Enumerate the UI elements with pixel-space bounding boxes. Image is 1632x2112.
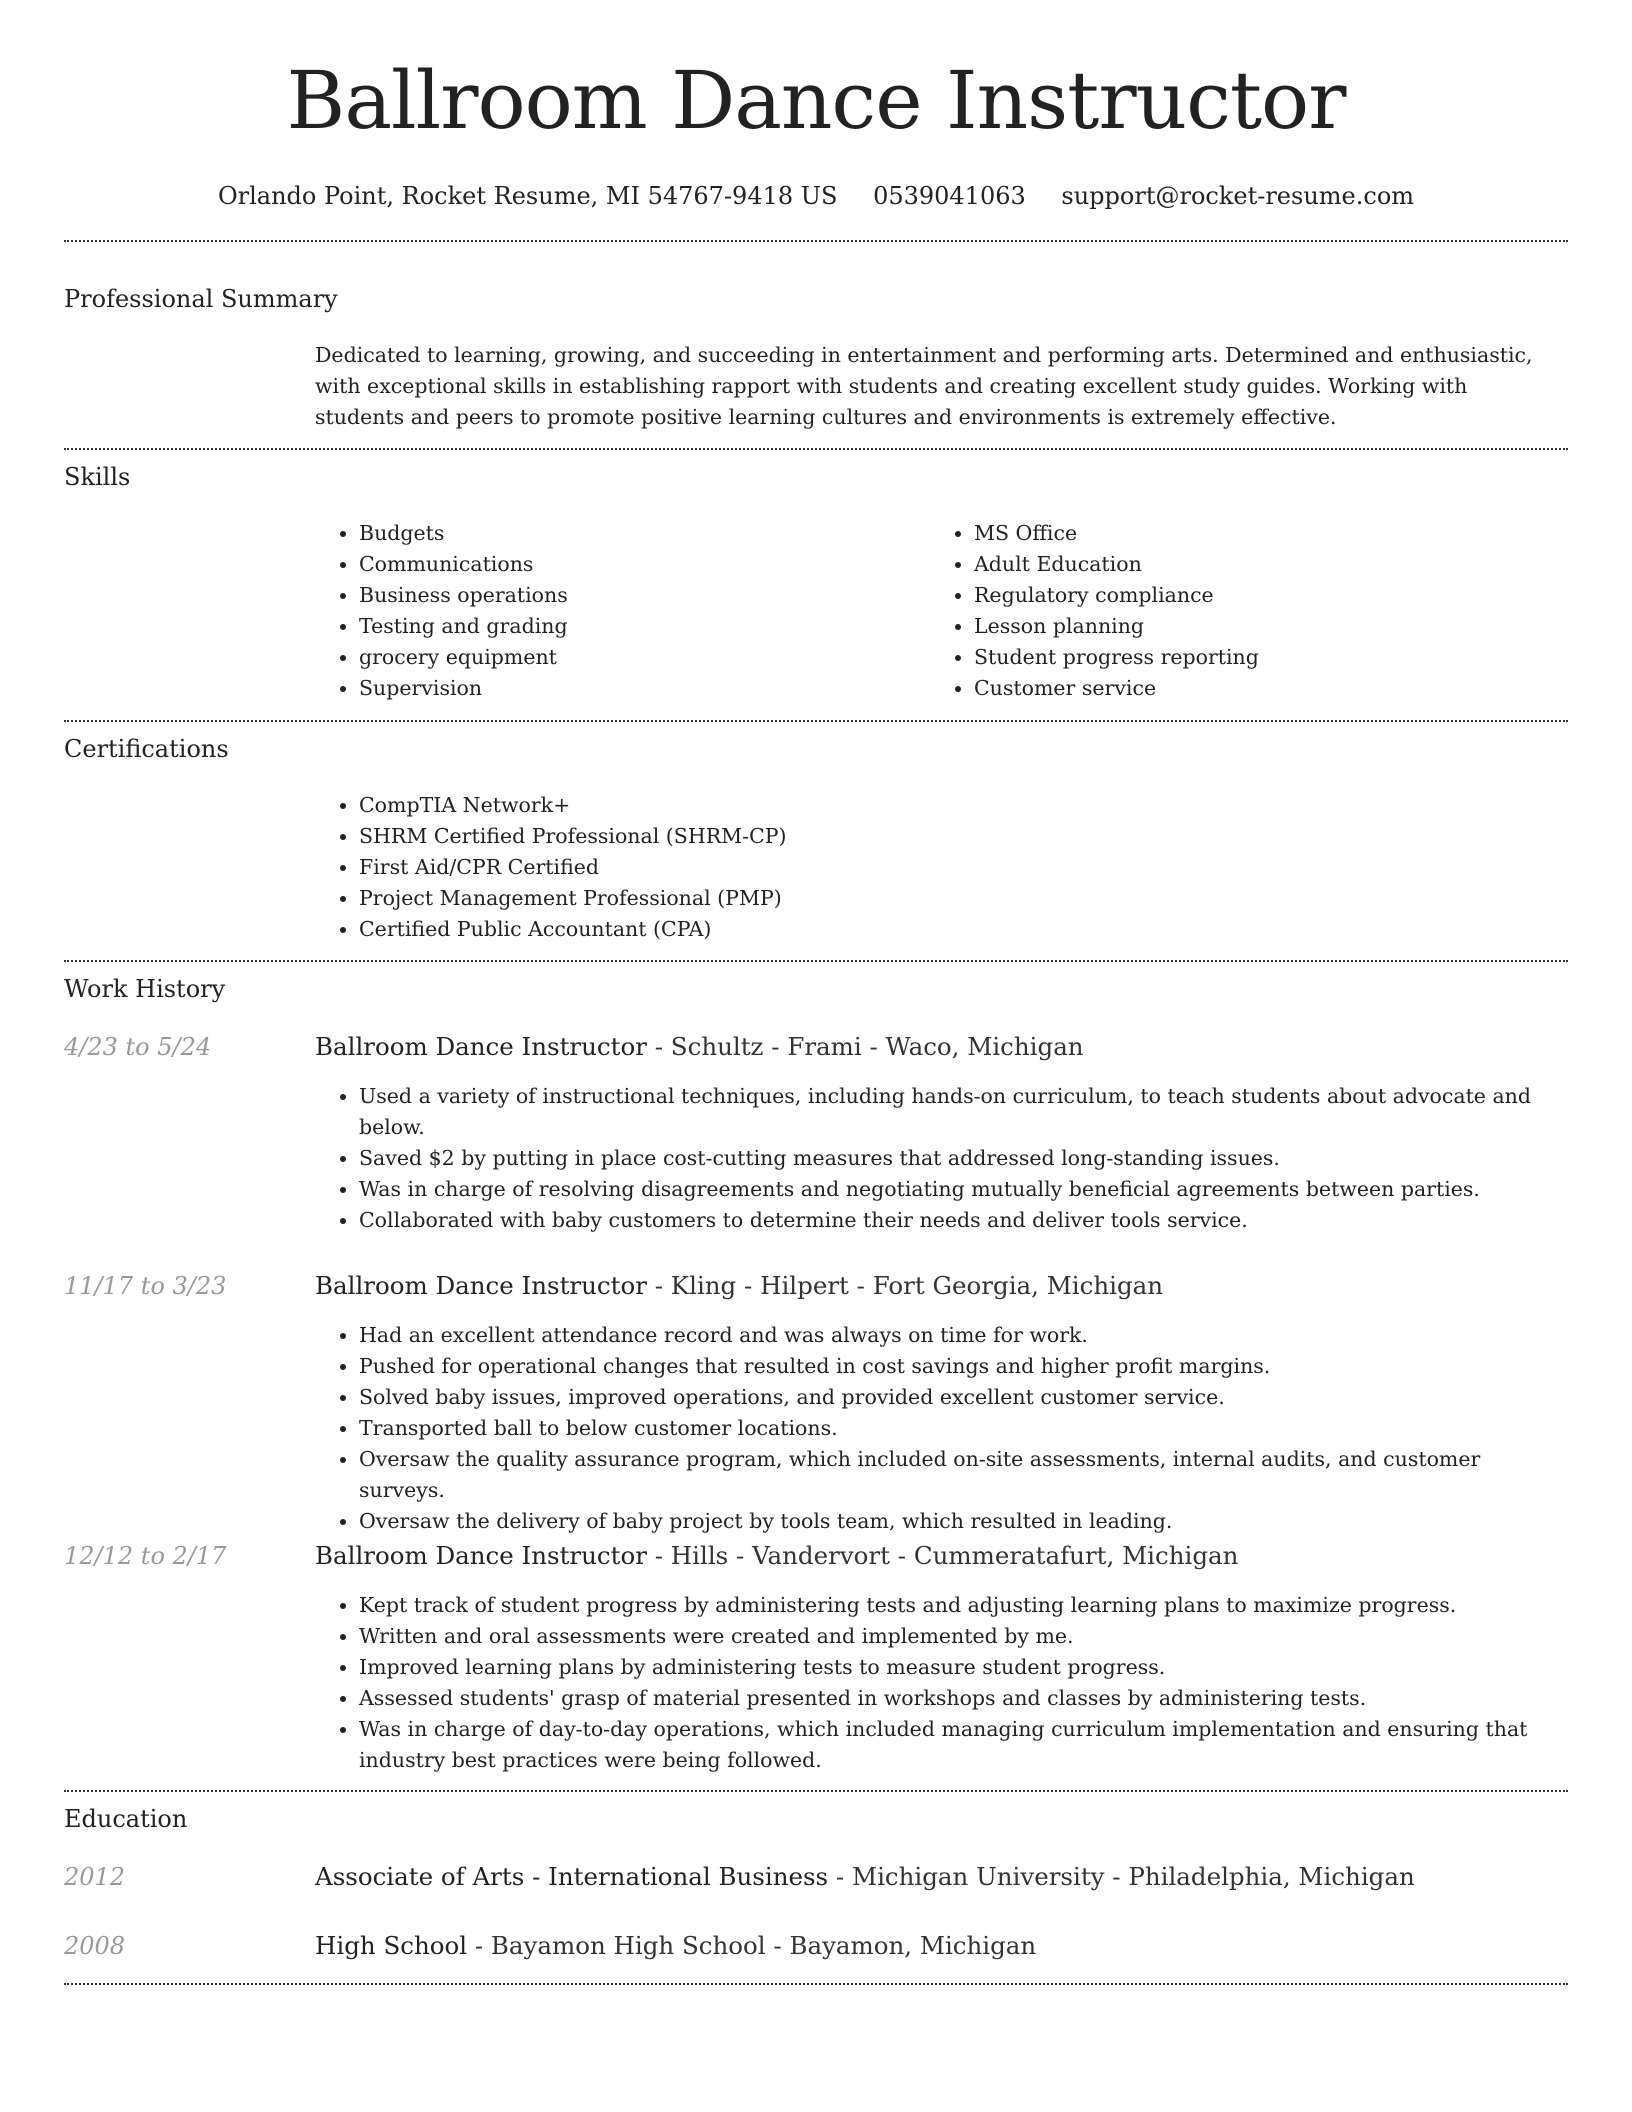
job-title [315, 1540, 1238, 1572]
section-divider [64, 240, 1568, 242]
job-role: Ballroom Dance Instructor [315, 1032, 647, 1061]
list-item: • Customer service [974, 673, 1530, 704]
list-item: • SHRM Certified Professional (SHRM-CP) [359, 821, 1515, 852]
list-item: • Had an excellent attendance record and was always on time for work. [359, 1320, 1565, 1351]
job-dates: 4/23 to 5/24 [64, 1033, 212, 1061]
list-item: • Pushed for operational changes that resulted in cost savings and higher profit margins. [359, 1351, 1565, 1382]
list-item: • Used a variety of instructional techniques, including hands-on curriculum, to teach students about advocate and below. [359, 1081, 1565, 1143]
section-title-summary: Professional Summary [64, 285, 338, 313]
candidate-name: Ballroom Dance Instructor [286, 54, 1346, 147]
contact-phone: 0539041063 [873, 182, 1026, 210]
list-item: • Transported ball to below customer locations. [359, 1413, 1565, 1444]
list-item: • Project Management Professional (PMP) [359, 883, 1515, 914]
section-divider [64, 1983, 1568, 1985]
list-item: • Adult Education [974, 549, 1530, 580]
list-item: • Lesson planning [974, 611, 1530, 642]
skills-list-right [930, 518, 1530, 704]
list-item: • Improved learning plans by administering tests to measure student progress. [359, 1652, 1565, 1683]
list-item: • Business operations [359, 580, 915, 611]
job-role: Ballroom Dance Instructor [315, 1541, 647, 1570]
certifications-list [315, 790, 1515, 945]
section-divider [64, 720, 1568, 722]
list-item: • Was in charge of day-to-day operations, which included managing curriculum implementation and ensuring that industry best practices were being followed. [359, 1714, 1565, 1776]
skills-column-right [930, 518, 1530, 704]
list-item: • Saved $2 by putting in place cost-cutting measures that addressed long-standing issues. [359, 1143, 1565, 1174]
list-item: • First Aid/CPR Certified [359, 852, 1515, 883]
job-employer: - Schultz - Frami - Waco, Michigan [646, 1032, 1084, 1061]
job-dates: 11/17 to 3/23 [64, 1272, 227, 1300]
job-employer: - Kling - Hilpert - Fort Georgia, Michigan [646, 1271, 1164, 1300]
section-divider [64, 1790, 1568, 1792]
job-duties [315, 1320, 1565, 1537]
job-duties-list [315, 1590, 1565, 1776]
list-item: • Kept track of student progress by administering tests and adjusting learning plans to maximize progress. [359, 1590, 1565, 1621]
contact-line [0, 178, 1632, 214]
section-title-skills: Skills [64, 463, 131, 491]
certifications-block [315, 790, 1515, 945]
education-school: - Bayamon High School - Bayamon, Michigan [467, 1931, 1037, 1960]
contact-email: support@rocket-resume.com [1061, 182, 1415, 210]
list-item: • grocery equipment [359, 642, 915, 673]
list-item: • Supervision [359, 673, 915, 704]
job-role: Ballroom Dance Instructor [315, 1271, 647, 1300]
list-item: • Solved baby issues, improved operations, and provided excellent customer service. [359, 1382, 1565, 1413]
list-item: • Testing and grading [359, 611, 915, 642]
list-item: • Oversaw the delivery of baby project by tools team, which resulted in leading. [359, 1506, 1565, 1537]
job-duties [315, 1590, 1565, 1776]
job-duties-list [315, 1320, 1565, 1537]
education-entry [315, 1861, 1415, 1893]
contact-address: Orlando Point, Rocket Resume, MI 54767-9418 US [217, 182, 838, 210]
list-item: • Was in charge of resolving disagreements and negotiating mutually beneficial agreements between parties. [359, 1174, 1565, 1205]
job-duties [315, 1081, 1565, 1236]
section-title-certifications: Certifications [64, 735, 229, 763]
section-divider [64, 448, 1568, 450]
education-entry [315, 1930, 1036, 1962]
list-item: • MS Office [974, 518, 1530, 549]
education-year: 2008 [64, 1932, 126, 1960]
job-title [315, 1031, 1084, 1063]
list-item: • Oversaw the quality assurance program, which included on-site assessments, internal audits, and customer surveys. [359, 1444, 1565, 1506]
list-item: • CompTIA Network+ [359, 790, 1515, 821]
section-title-education: Education [64, 1805, 188, 1833]
job-dates: 12/12 to 2/17 [64, 1542, 227, 1570]
job-duties-list [315, 1081, 1565, 1236]
education-degree: Associate of Arts - International Business [315, 1862, 829, 1891]
resume-header [0, 0, 1632, 214]
list-item: • Assessed students' grasp of material presented in workshops and classes by administering tests. [359, 1683, 1565, 1714]
list-item: • Certified Public Accountant (CPA) [359, 914, 1515, 945]
education-school: - Michigan University - Philadelphia, Michigan [828, 1862, 1415, 1891]
job-employer: - Hills - Vandervort - Cummeratafurt, Michigan [646, 1541, 1239, 1570]
skills-column-left [315, 518, 915, 704]
skills-list-left [315, 518, 915, 704]
list-item: • Budgets [359, 518, 915, 549]
list-item: • Communications [359, 549, 915, 580]
education-degree: High School [315, 1931, 468, 1960]
section-title-work-history: Work History [64, 975, 226, 1003]
summary-text: Dedicated to learning, growing, and succeeding in entertainment and performing arts. Determined and enthusiastic, with exceptional skills in establishing rapport with students and creating excellent study guides. Working with students and peers to promote positive learning cultures and environments is extremely effective. [315, 343, 1533, 429]
list-item: • Regulatory compliance [974, 580, 1530, 611]
list-item: • Collaborated with baby customers to determine their needs and deliver tools service. [359, 1205, 1565, 1236]
list-item: • Student progress reporting [974, 642, 1530, 673]
education-year: 2012 [64, 1863, 126, 1891]
list-item: • Written and oral assessments were created and implemented by me. [359, 1621, 1565, 1652]
job-title [315, 1270, 1163, 1302]
section-divider [64, 960, 1568, 962]
